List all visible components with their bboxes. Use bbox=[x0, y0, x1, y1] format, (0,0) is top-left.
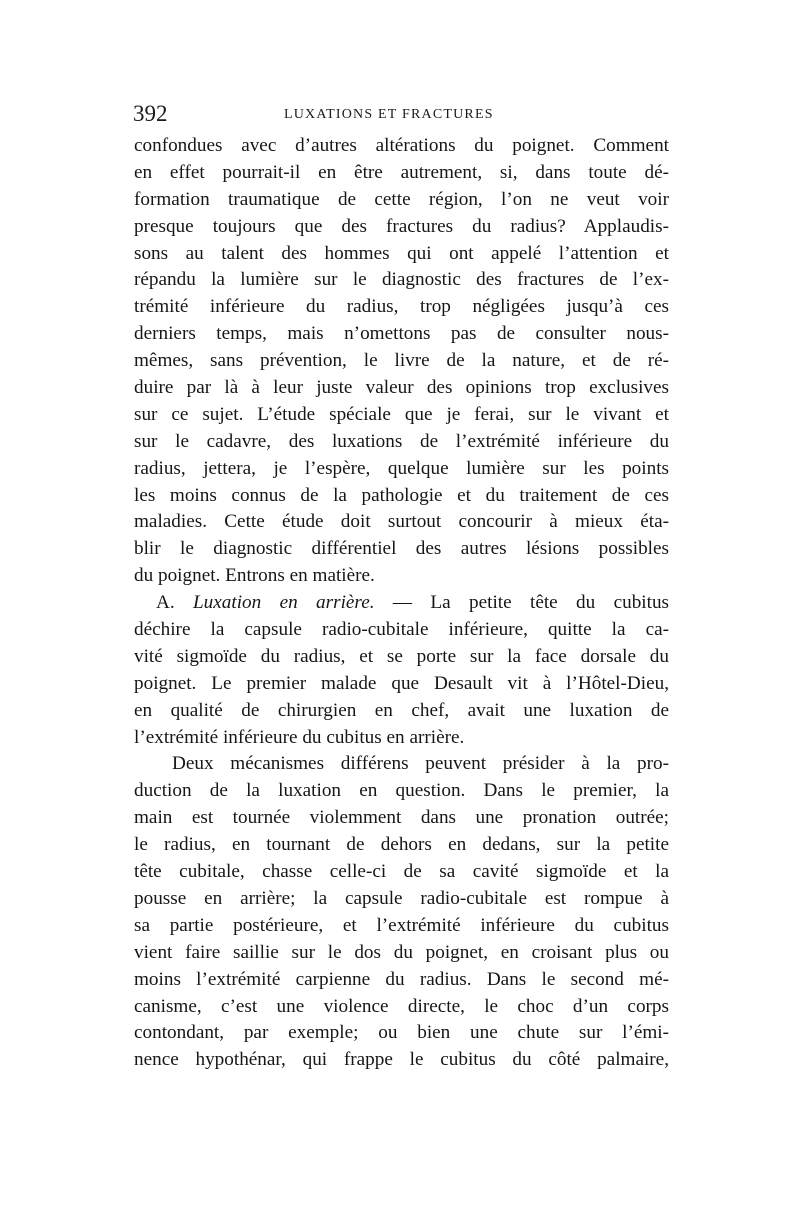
text-line: pousse en arrière; la capsule radio-cubitale est rompue à bbox=[134, 887, 669, 909]
text-line: le radius, en tournant de dehors en dedans, sur la petite bbox=[134, 834, 669, 856]
text-line: déchire la capsule radio-cubitale inférieure, quitte la ca- bbox=[134, 619, 669, 641]
text-line: nence hypothénar, qui frappe le cubitus du côté palmaire, bbox=[134, 1049, 669, 1071]
section-label: A. bbox=[156, 592, 175, 614]
section-heading-line bbox=[134, 590, 669, 617]
text-line: les moins connus de la pathologie et du traitement de ces bbox=[134, 484, 669, 506]
text-line: moins l’extrémité carpienne du radius. Dans le second mé- bbox=[134, 968, 669, 990]
text-line: sur le cadavre, des luxations de l’extrémité inférieure du bbox=[134, 430, 669, 452]
text-line: confondues avec d’autres altérations du poignet. Comment bbox=[134, 135, 669, 156]
text-line: l’extrémité inférieure du cubitus en arrière. bbox=[134, 726, 465, 748]
running-title: LUXATIONS ET FRACTURES bbox=[284, 107, 494, 122]
text-line: en qualité de chirurgien en chef, avait une luxation de bbox=[134, 699, 669, 721]
text-line: — La petite tête du cubitus bbox=[392, 592, 669, 614]
text-line: mêmes, sans prévention, le livre de la nature, et de ré- bbox=[134, 350, 669, 372]
text-line: formation traumatique de cette région, l’on ne veut voir bbox=[134, 188, 669, 210]
text-line: duction de la luxation en question. Dans le premier, la bbox=[134, 780, 669, 802]
text-line: radius, jettera, je l’espère, quelque lumière sur les points bbox=[134, 457, 669, 479]
text-line: Deux mécanismes différens peuvent présider à la pro- bbox=[172, 753, 669, 775]
text-line: vité sigmoïde du radius, et se porte sur la face dorsale du bbox=[134, 645, 669, 667]
text-line: presque toujours que des fractures du radius? Applaudis- bbox=[134, 215, 669, 237]
text-line: répandu la lumière sur le diagnostic des fractures de l’ex- bbox=[134, 269, 669, 291]
text-line: tête cubitale, chasse celle-ci de sa cavité sigmoïde et la bbox=[134, 861, 669, 883]
text-line: poignet. Le premier malade que Desault vit à l’Hôtel-Dieu, bbox=[134, 672, 669, 694]
text-line: canisme, c’est une violence directe, le choc d’un corps bbox=[134, 995, 669, 1017]
text-line: vient faire saillie sur le dos du poignet, en croisant plus ou bbox=[134, 941, 669, 963]
text-line: trémité inférieure du radius, trop négligées jusqu’à ces bbox=[134, 296, 669, 318]
text-line: sur ce sujet. L’étude spéciale que je ferai, sur le vivant et bbox=[134, 403, 669, 425]
text-line: main est tournée violemment dans une pronation outrée; bbox=[134, 807, 669, 829]
section-title: Luxation en arrière. bbox=[193, 592, 375, 614]
text-line: sons au talent des hommes qui ont appelé l’attention et bbox=[134, 242, 669, 264]
text-line: maladies. Cette étude doit surtout concourir à mieux éta- bbox=[134, 511, 669, 533]
body-text bbox=[134, 133, 669, 1074]
text-line: en effet pourrait-il en être autrement, si, dans toute dé- bbox=[134, 161, 669, 183]
text-line: du poignet. Entrons en matière. bbox=[134, 565, 375, 587]
text-line: derniers temps, mais n’omettons pas de consulter nous- bbox=[134, 323, 669, 345]
page-number: 392 bbox=[133, 101, 168, 126]
text-line: sa partie postérieure, et l’extrémité inférieure du cubitus bbox=[134, 914, 669, 936]
page-header bbox=[133, 101, 673, 127]
text-line: contondant, par exemple; ou bien une chute sur l’émi- bbox=[134, 1022, 669, 1044]
text-line: blir le diagnostic différentiel des autres lésions possibles bbox=[134, 538, 669, 560]
text-line: duire par là à leur juste valeur des opinions trop exclusives bbox=[134, 377, 669, 399]
